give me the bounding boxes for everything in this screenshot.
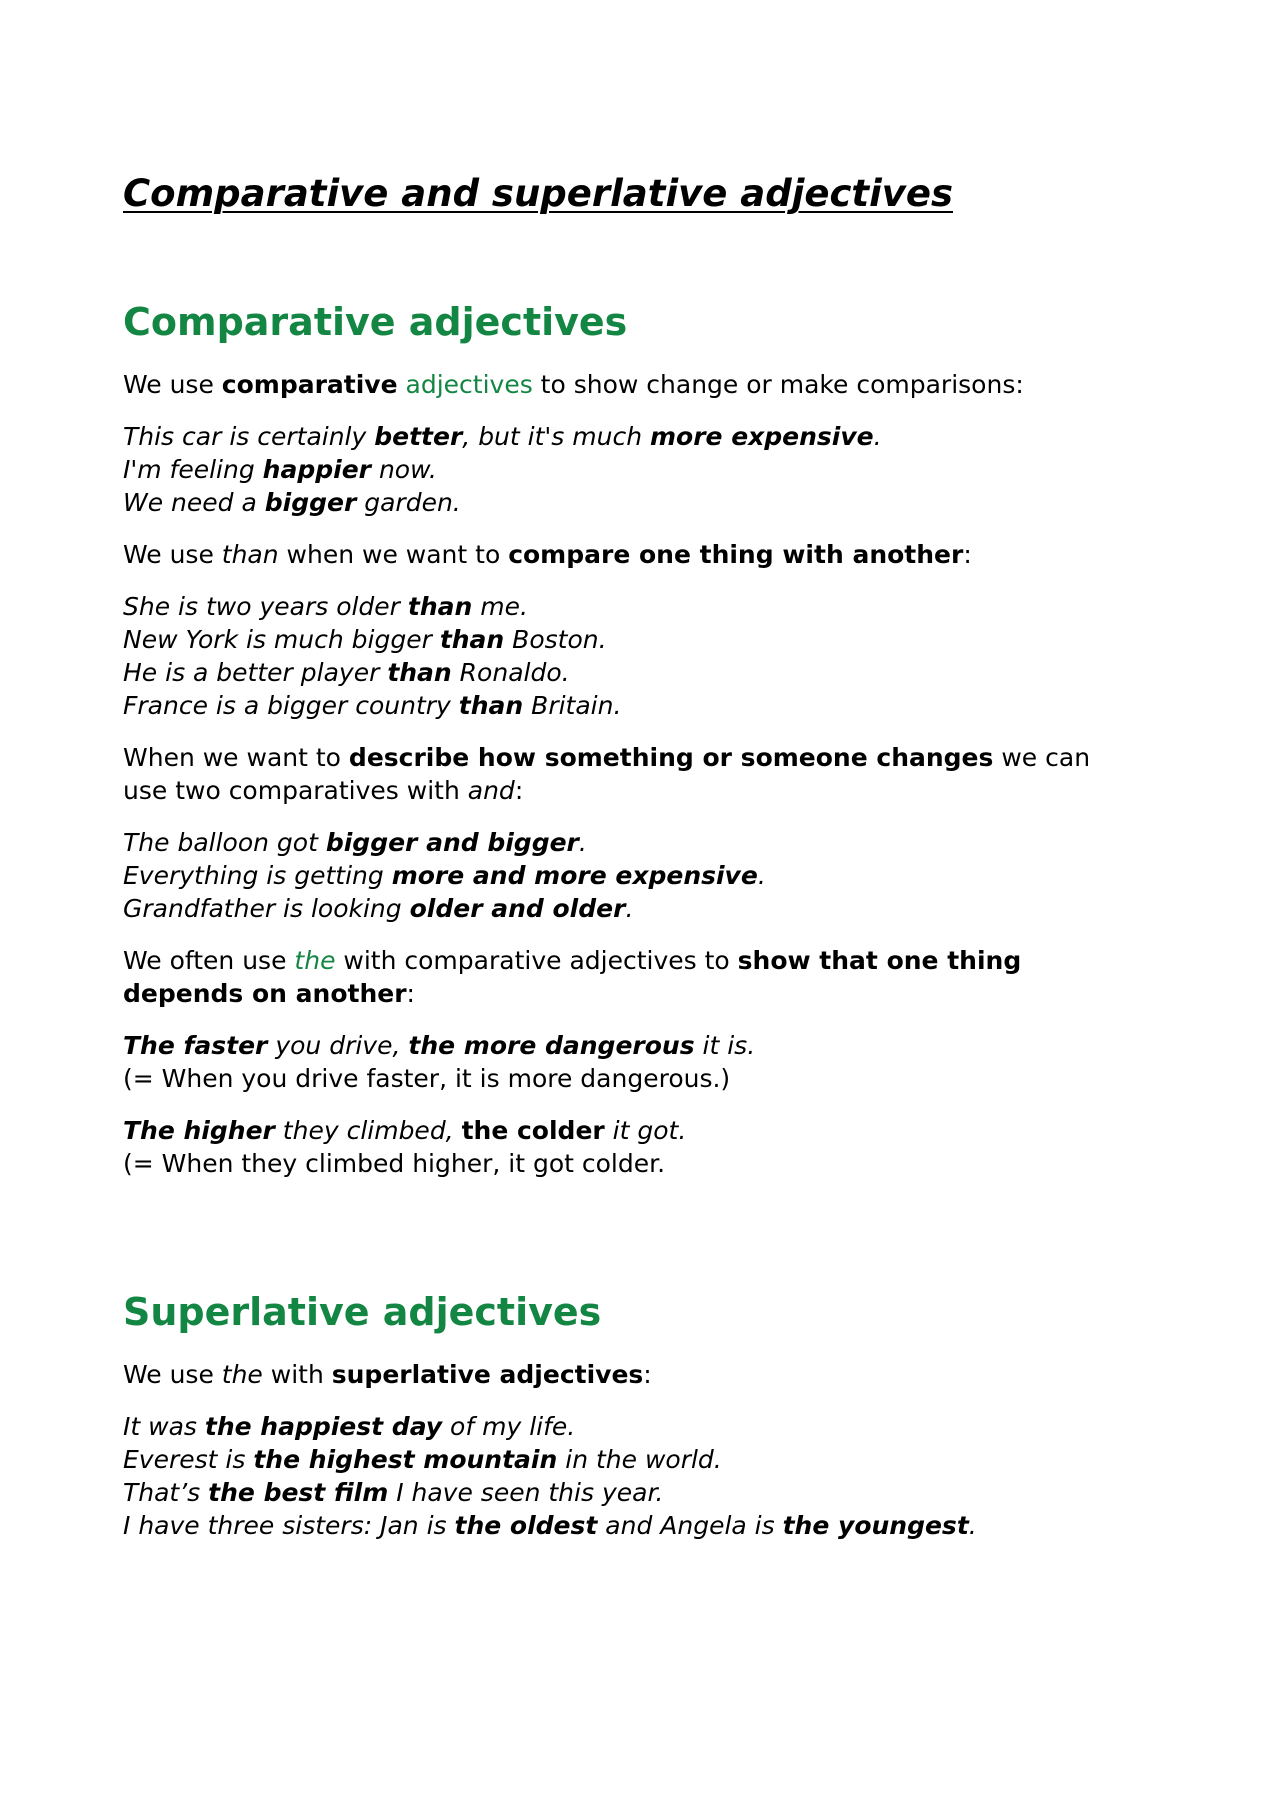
and-rule: When we want to describe how something or someone changes we can use two comparatives with and: <box>123 743 1091 805</box>
example-line: It was the happiest day of my life. <box>123 1412 576 1441</box>
superlative-intro: We use the with superlative adjectives: <box>123 1360 652 1389</box>
comparative-examples-2 <box>123 590 1180 722</box>
than-rule: We use than when we want to compare one thing with another: <box>123 540 972 569</box>
comparative-intro: We use comparative adjectives to show change or make comparisons: <box>123 370 1024 399</box>
example-line: Everest is the highest mountain in the world. <box>123 1445 722 1474</box>
example-line: She is two years older than me. <box>123 592 528 621</box>
example-line: Grandfather is looking older and older. <box>123 894 634 923</box>
example-higher: The higher they climbed, the colder it got. (= When they climbed higher, it got colder. <box>123 1116 687 1178</box>
comparative-examples-1 <box>123 420 1180 519</box>
example-line: We need a bigger garden. <box>123 488 461 517</box>
example-faster: The faster you drive, the more dangerous it is. (= When you drive faster, it is more dangerous.) <box>123 1031 756 1093</box>
example-line: France is a bigger country than Britain. <box>123 691 622 720</box>
document-title: Comparative and superlative adjectives <box>123 172 954 215</box>
example-line: Everything is getting more and more expensive. <box>123 861 766 890</box>
example-line: New York is much bigger than Boston. <box>123 625 607 654</box>
comparative-heading: Comparative adjectives <box>123 300 628 344</box>
example-line: That’s the best film I have seen this year. <box>123 1478 664 1507</box>
example-line: He is a better player than Ronaldo. <box>123 658 570 687</box>
comparative-examples-3 <box>123 826 1180 925</box>
example-line: I have three sisters: Jan is the oldest and Angela is the youngest. <box>123 1511 977 1540</box>
superlative-heading: Superlative adjectives <box>123 1290 602 1334</box>
superlative-examples <box>123 1410 1180 1542</box>
the-link: the <box>294 946 336 975</box>
the-rule: We often use the with comparative adjectives to show that one thing depends on another: <box>123 946 1022 1008</box>
example-line: I'm feeling happier now. <box>123 455 437 484</box>
example-line: This car is certainly better, but it's much more expensive. <box>123 422 882 451</box>
example-line: The balloon got bigger and bigger. <box>123 828 587 857</box>
adjectives-link: adjectives <box>405 370 533 399</box>
